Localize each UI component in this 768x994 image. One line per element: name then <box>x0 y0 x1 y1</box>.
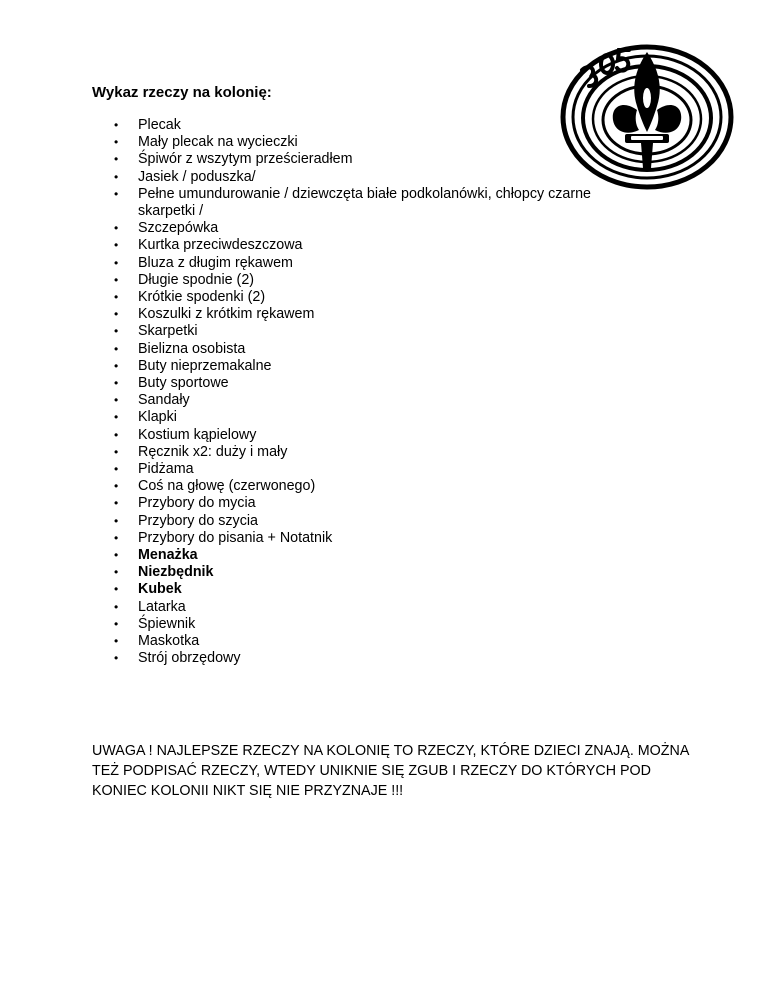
packing-list <box>114 117 634 668</box>
list-item-text: Śpiewnik <box>138 615 196 632</box>
bullet-icon: • <box>114 462 119 477</box>
list-item <box>114 117 634 134</box>
list-item <box>114 547 634 564</box>
list-item-text: Pidżama <box>138 461 194 478</box>
bullet-icon: • <box>114 169 119 184</box>
bullet-icon: • <box>114 651 119 666</box>
list-item-text: Przybory do mycia <box>138 495 256 512</box>
bullet-icon: • <box>114 530 119 545</box>
list-item <box>114 341 634 358</box>
bullet-icon: • <box>114 393 119 408</box>
bullet-icon: • <box>114 410 119 425</box>
list-item-text: Plecak <box>138 117 181 133</box>
list-item <box>114 581 634 598</box>
bullet-icon: • <box>114 634 119 649</box>
bullet-icon: • <box>114 376 119 391</box>
list-item-text: Maskotka <box>138 633 200 650</box>
list-item <box>114 409 634 426</box>
list-item <box>114 461 634 478</box>
list-item <box>114 513 634 530</box>
list-item-text: Kostium kąpielowy <box>138 426 257 443</box>
bullet-icon: • <box>114 582 119 597</box>
list-item <box>114 427 634 444</box>
bullet-icon: • <box>114 616 119 631</box>
bullet-icon: • <box>114 290 119 305</box>
bullet-icon: • <box>114 496 119 511</box>
list-item <box>114 220 634 237</box>
list-item <box>114 478 634 495</box>
list-item <box>114 650 634 667</box>
list-item-text: Pełne umundurowanie / dziewczęta białe podkolanówki, chłopcy czarne skarpetki / <box>138 185 591 220</box>
bullet-icon: • <box>114 152 119 167</box>
list-item <box>114 134 634 151</box>
list-item <box>114 616 634 633</box>
list-item-text: Kurtka przeciwdeszczowa <box>138 237 303 254</box>
list-item <box>114 375 634 392</box>
bullet-icon: • <box>114 427 119 442</box>
bullet-icon: • <box>114 255 119 270</box>
list-item <box>114 272 634 289</box>
list-item-text: Buty sportowe <box>138 375 229 392</box>
list-item-text: Buty nieprzemakalne <box>138 357 272 374</box>
list-item <box>114 151 634 168</box>
bullet-icon: • <box>114 565 119 580</box>
bullet-icon: • <box>114 272 119 287</box>
bullet-icon: • <box>114 341 119 356</box>
bullet-icon: • <box>114 513 119 528</box>
page-title: Wykaz rzeczy na kolonię: <box>92 84 272 101</box>
list-item <box>114 564 634 581</box>
bullet-icon: • <box>114 238 119 253</box>
list-item-text: Przybory do szycia <box>138 512 258 529</box>
bullet-icon: • <box>114 135 119 150</box>
list-item <box>114 599 634 616</box>
bullet-icon: • <box>114 307 119 322</box>
list-item-text: Ręcznik x2: duży i mały <box>138 443 288 460</box>
list-item-text: Coś na głowę (czerwonego) <box>138 478 316 495</box>
list-item-text: Długie spodnie (2) <box>138 271 255 288</box>
bullet-icon: • <box>114 186 119 201</box>
bullet-icon: • <box>114 358 119 373</box>
list-item <box>114 530 634 547</box>
list-item-text: Niezbędnik <box>138 564 214 581</box>
bullet-icon: • <box>114 444 119 459</box>
list-item-text: Przybory do pisania + Notatnik <box>138 529 333 546</box>
list-item <box>114 358 634 375</box>
bullet-icon: • <box>114 599 119 614</box>
list-item-text: Bluza z długim rękawem <box>138 254 293 271</box>
bullet-icon: • <box>114 118 119 132</box>
list-item-text: Latarka <box>138 598 186 615</box>
warning-note: UWAGA ! NAJLEPSZE RZECZY NA KOLONIĘ TO RZECZY, KTÓRE DZIECI ZNAJĄ. MOŻNA TEŻ PODPISAĆ RZECZY, WTEDY UNIKNIE SIĘ ZGUB I RZECZY DO KTÓRYCH POD KONIEC KOLONII NIKT SIĘ NIE PRZYZNAJE !!! <box>92 743 689 799</box>
list-item-text: Koszulki z krótkim rękawem <box>138 306 315 323</box>
list-item-text: Kubek <box>138 581 182 598</box>
list-item-text: Klapki <box>138 409 177 426</box>
list-item-text: Krótkie spodenki (2) <box>138 289 266 306</box>
bullet-icon: • <box>114 548 119 563</box>
list-item <box>114 255 634 272</box>
list-item-text: Strój obrzędowy <box>138 650 241 667</box>
list-item-text: Mały plecak na wycieczki <box>138 134 298 151</box>
list-item <box>114 186 634 220</box>
list-item-text: Skarpetki <box>138 323 198 340</box>
list-item-text: Menażka <box>138 547 198 564</box>
list-item <box>114 289 634 306</box>
bullet-icon: • <box>114 324 119 339</box>
list-item <box>114 323 634 340</box>
list-item-text: Bielizna osobista <box>138 340 246 357</box>
list-item <box>114 495 634 512</box>
list-item <box>114 237 634 254</box>
bullet-icon: • <box>114 221 119 236</box>
list-item <box>114 392 634 409</box>
bullet-icon: • <box>114 479 119 494</box>
list-item-text: Szczepówka <box>138 220 219 237</box>
list-item <box>114 633 634 650</box>
list-item-text: Jasiek / poduszka/ <box>138 168 256 185</box>
list-item <box>114 444 634 461</box>
list-item-text: Śpiwór z wszytym prześcieradłem <box>138 151 353 168</box>
list-item-text: Sandały <box>138 392 190 409</box>
list-item <box>114 169 634 186</box>
list-item <box>114 306 634 323</box>
